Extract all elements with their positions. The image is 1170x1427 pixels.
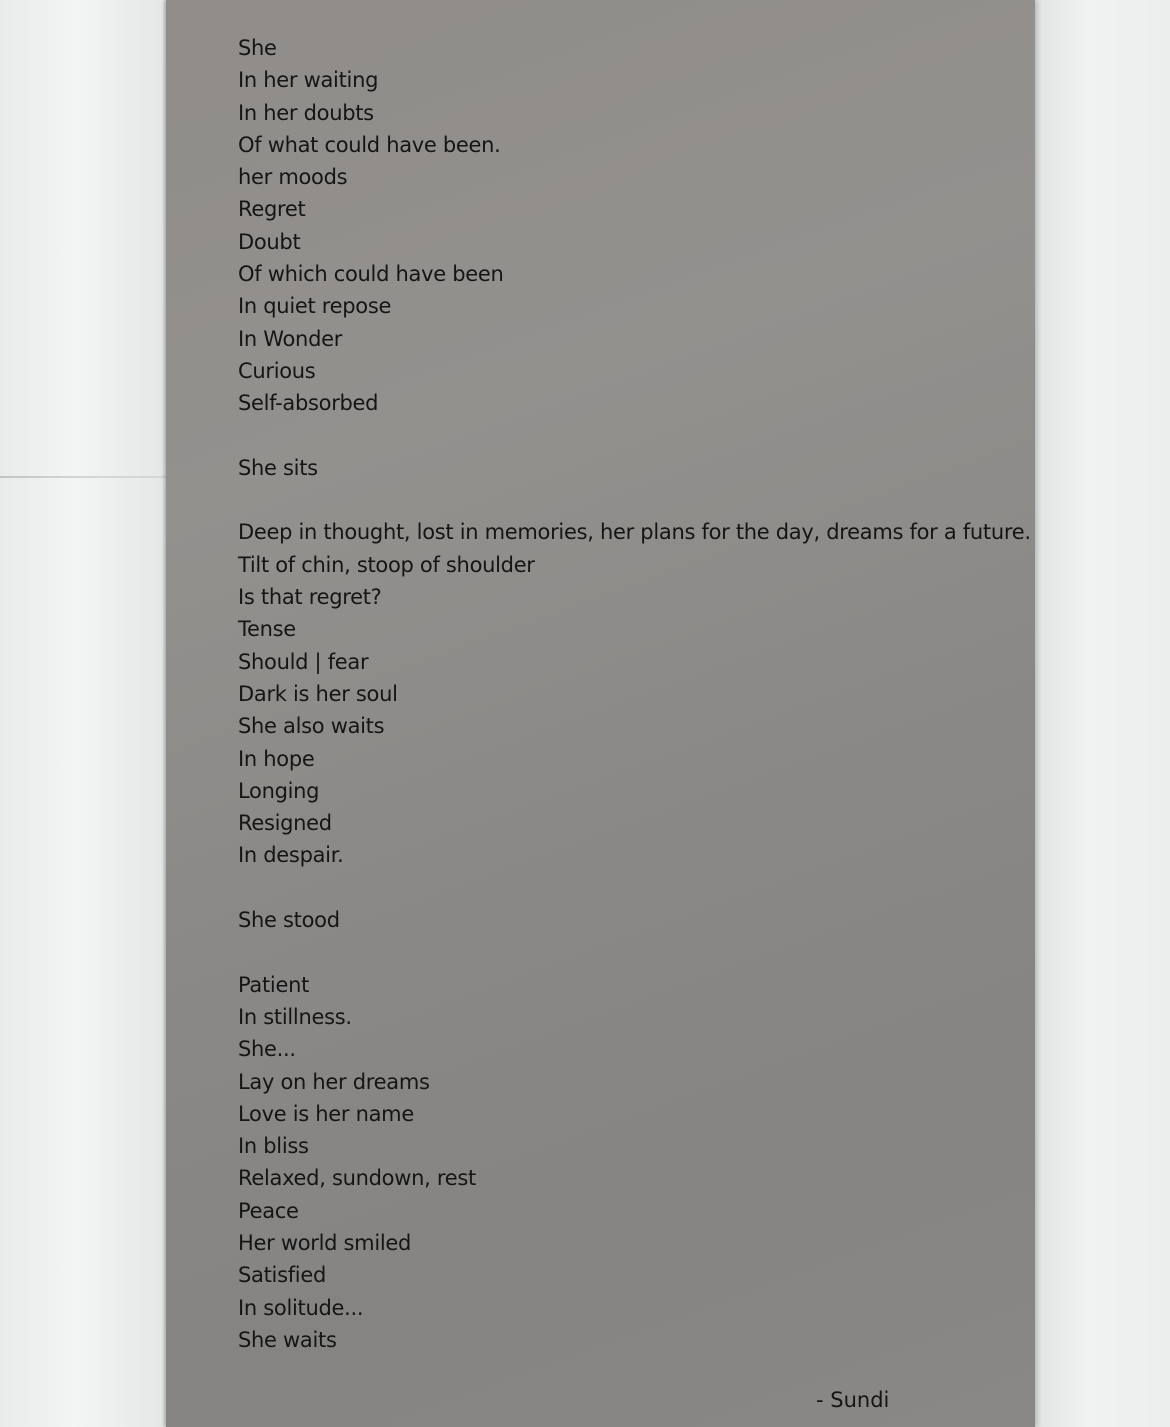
stanza-break — [238, 420, 1031, 452]
poem-line: In hope — [238, 746, 315, 771]
poem-line: Patient — [238, 972, 310, 997]
poem-line: her moods — [238, 165, 348, 190]
poem-line: Doubt — [238, 229, 301, 254]
poem-line: Regret — [238, 197, 306, 222]
poem-line: In bliss — [238, 1134, 309, 1159]
author-signature: - Sundi — [816, 1388, 890, 1412]
poem-line: In Wonder — [238, 326, 343, 351]
poem-line: Longing — [238, 778, 320, 803]
poem-line: In solitude... — [238, 1295, 364, 1320]
poem-line: Relaxed, sundown, rest — [238, 1166, 476, 1191]
wall-crease — [0, 476, 166, 478]
poem-panel — [166, 0, 1035, 1427]
poem-line: Of which could have been — [238, 262, 504, 287]
poem-line: In her waiting — [238, 68, 379, 93]
poem-line: Is that regret? — [238, 585, 382, 610]
poem-line: Tense — [238, 617, 296, 642]
poem-line: In quiet repose — [238, 294, 392, 319]
poem-line: Self-absorbed — [238, 391, 379, 416]
poem-line: Of what could have been. — [238, 132, 501, 157]
poem-line: In despair. — [238, 843, 344, 868]
poem-line: She also waits — [238, 714, 385, 739]
poem-line: She sits — [238, 455, 318, 480]
wall-right — [1035, 0, 1170, 1427]
poem-text — [238, 32, 1031, 1356]
poem-line: She waits — [238, 1327, 337, 1352]
poem-line: In her doubts — [238, 100, 374, 125]
poem-line: She — [238, 36, 277, 60]
wall-left — [0, 0, 166, 1427]
poem-line: Love is her name — [238, 1101, 414, 1126]
stanza-break — [238, 872, 1031, 904]
stanza-break — [238, 484, 1031, 516]
poem-line: Peace — [238, 1198, 299, 1223]
poem-line: Resigned — [238, 811, 332, 836]
poem-line: Deep in thought, lost in memories, her plans for the day, dreams for a future. — [238, 520, 1031, 545]
stanza-break — [238, 936, 1031, 968]
poem-line: She stood — [238, 908, 340, 933]
poem-line: In stillness. — [238, 1004, 352, 1029]
poem-line: Curious — [238, 358, 316, 383]
poem-line: Lay on her dreams — [238, 1069, 430, 1094]
poem-line: Dark is her soul — [238, 681, 398, 706]
poem-line: Satisfied — [238, 1263, 326, 1288]
poem-line: Her world smiled — [238, 1230, 412, 1255]
poem-line: She... — [238, 1037, 296, 1062]
poem-line: Should | fear — [238, 649, 369, 674]
poem-line: Tilt of chin, stoop of shoulder — [238, 552, 535, 577]
